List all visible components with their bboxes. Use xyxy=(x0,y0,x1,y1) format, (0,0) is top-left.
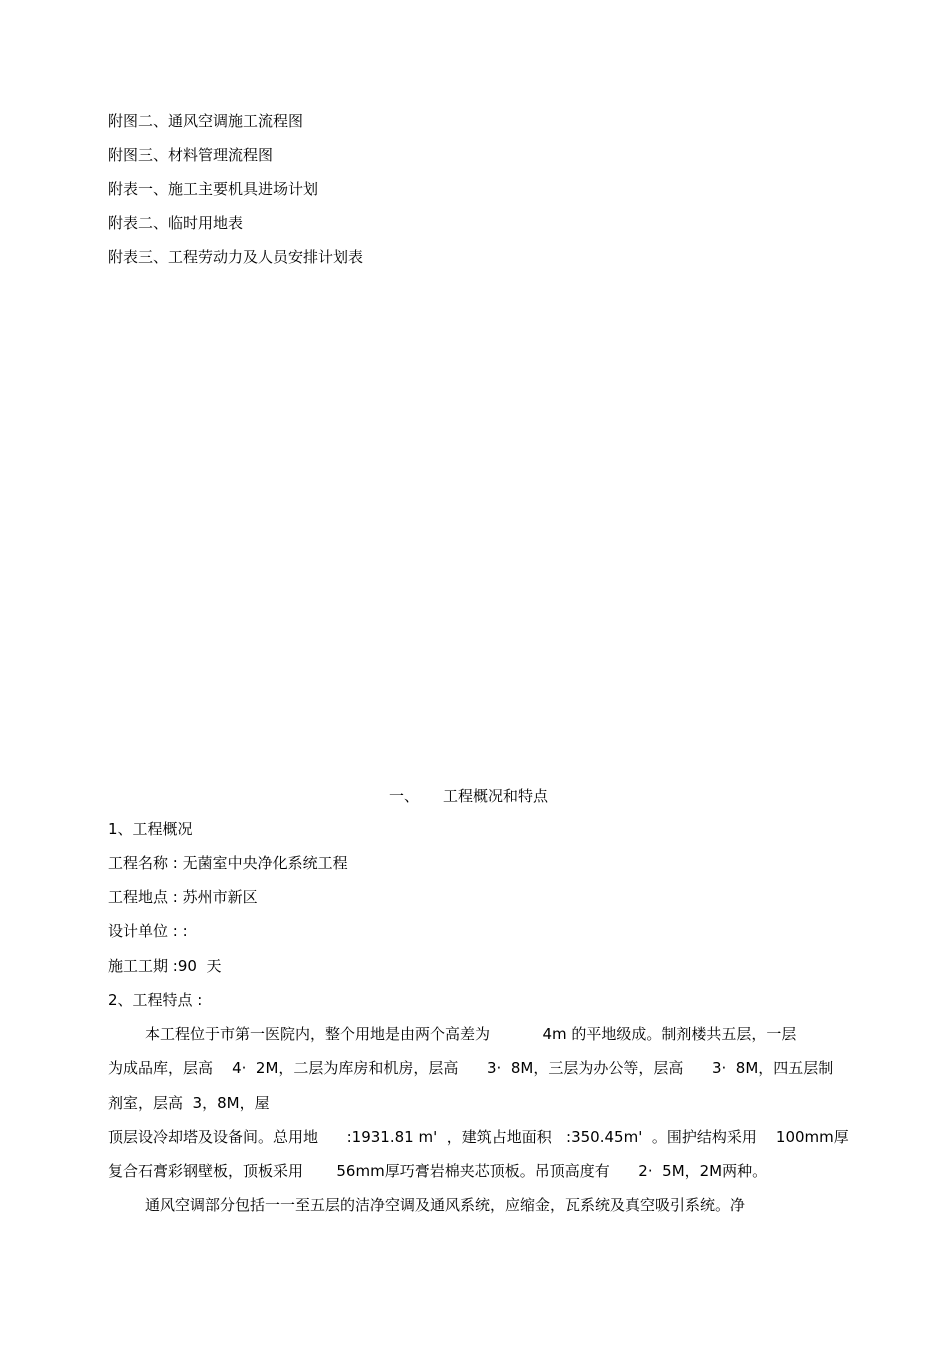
paragraph-line: 为成品库，层高 4· 2M，二层为库房和机房，层高 3· 8M，三层为办公等，层高 3· 8M，四五层制 xyxy=(108,1059,834,1077)
appendix-item: 附图三、材料管理流程图 xyxy=(108,146,274,164)
construction-period: 施工工期 :90 天 xyxy=(108,957,222,975)
appendix-item: 附表三、工程劳动力及人员安排计划表 xyxy=(108,248,364,266)
paragraph-line: 顶层设冷却塔及设备间。总用地 :1931.81 m' ，建筑占地面积 :350.45m' 。围护结构采用 100mm厚 xyxy=(108,1128,849,1146)
paragraph-line: 复合石膏彩钢壁板，顶板采用 56mm厚巧膏岩棉夹芯顶板。吊顶高度有 2· 5M，2M两种。 xyxy=(108,1162,768,1180)
project-name: 工程名称 : 无菌室中央净化系统工程 xyxy=(108,854,348,872)
section-title: 工程概况和特点 xyxy=(443,787,549,805)
paragraph-line: 本工程位于市第一医院内，整个用地是由两个高差为 4m 的平地级成。制剂楼共五层，一层 xyxy=(145,1025,797,1043)
appendix-item: 附表二、临时用地表 xyxy=(108,214,244,232)
section-number: 一、 xyxy=(389,787,420,805)
paragraph-line: 通风空调部分包括一一至五层的洁净空调及通风系统，应缩金，瓦系统及真空吸引系统。净 xyxy=(145,1196,746,1214)
appendix-item: 附图二、通风空调施工流程图 xyxy=(108,112,304,130)
project-location: 工程地点 : 苏州市新区 xyxy=(108,888,258,906)
features-heading: 2、工程特点 : xyxy=(108,991,203,1009)
paragraph-line: 剂室，层高 3，8M，屋 xyxy=(108,1094,270,1112)
appendix-item: 附表一、施工主要机具进场计划 xyxy=(108,180,319,198)
overview-heading: 1、工程概况 xyxy=(108,820,193,838)
design-unit: 设计单位 : : xyxy=(108,922,188,940)
